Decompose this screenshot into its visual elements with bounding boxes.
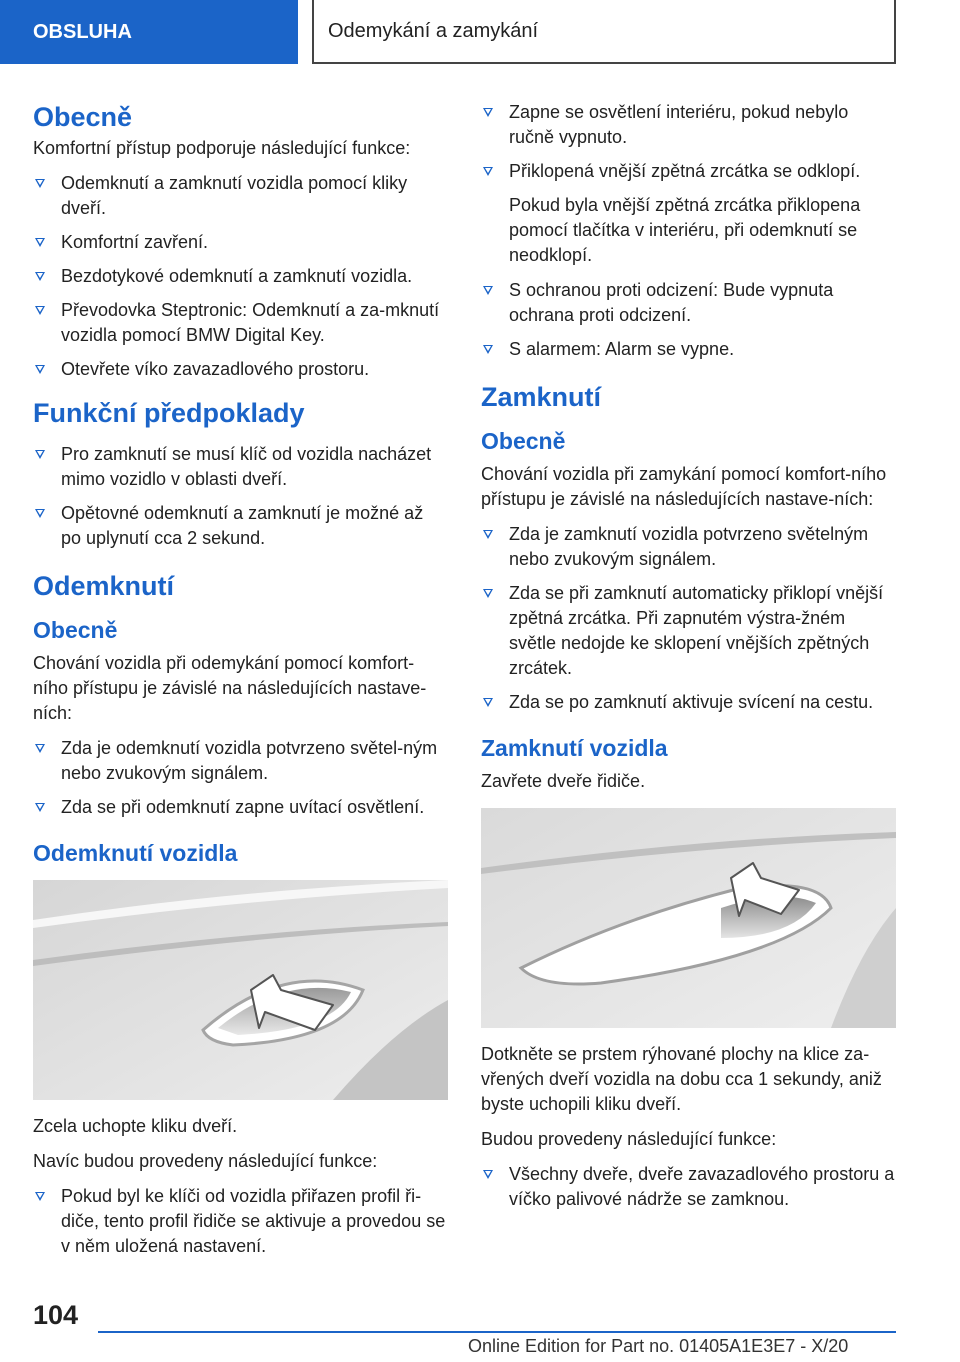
- list-item: Komfortní zavření.: [33, 230, 448, 255]
- list-item: Zda se při odemknutí zapne uvítací osvětlení.: [33, 795, 448, 820]
- bullet-triangle-icon: [483, 698, 493, 707]
- door-handle-touch-image: [481, 808, 896, 1028]
- section-label: OBSLUHA: [33, 20, 132, 43]
- unlock-list: [33, 736, 448, 820]
- list-item: S alarmem: Alarm se vypne.: [481, 337, 896, 362]
- bullet-triangle-icon: [483, 345, 493, 354]
- also-text: Navíc budou provedeny následující funkce:: [33, 1151, 378, 1171]
- bullet-triangle-icon: [35, 803, 45, 812]
- bullet-triangle-icon: [35, 1192, 45, 1201]
- heading-lock: Zamknutí: [481, 382, 602, 412]
- bullet-triangle-icon: [35, 450, 45, 459]
- page-number: 104: [33, 1300, 79, 1330]
- list-item: Pro zamknutí se musí klíč od vozidla nacházet mimo vozidlo v oblasti dveří.: [33, 442, 448, 492]
- list-item: Převodovka Steptronic: Odemknutí a za-mknutí vozidla pomocí BMW Digital Key.: [33, 298, 448, 348]
- bullet-triangle-icon: [483, 1170, 493, 1179]
- list-item: Zda se po zamknutí aktivuje svícení na cestu.: [481, 690, 896, 715]
- lock-list: [481, 522, 896, 715]
- left-column: [33, 100, 448, 1268]
- heading-general: Obecně: [33, 102, 133, 132]
- list-item: Bezdotykové odemknutí a zamknutí vozidla.: [33, 264, 448, 289]
- also-list: [33, 1184, 448, 1259]
- bullet-triangle-icon: [483, 108, 493, 117]
- chapter-title: Odemykání a zamykání: [328, 19, 539, 42]
- bullet-triangle-icon: [35, 238, 45, 247]
- bullet-triangle-icon: [35, 509, 45, 518]
- intro-list: [33, 171, 448, 382]
- bullet-triangle-icon: [483, 530, 493, 539]
- right-column: [481, 100, 896, 1221]
- mirror-note: Pokud byla vnější zpětná zrcátka přiklopena pomocí tlačítka v interiéru, při odemknutí se neodklopí.: [509, 195, 861, 265]
- footer-divider: [98, 1331, 896, 1333]
- intro-text: Komfortní přístup podporuje následující funkce:: [33, 138, 411, 158]
- list-item: Zda je odemknutí vozidla potvrzeno světel-ným nebo zvukovým signálem.: [33, 736, 448, 786]
- continued-list: [481, 100, 896, 184]
- list-item: Opětovné odemknutí a zamknutí je možné až po uplynutí cca 2 sekund.: [33, 501, 448, 551]
- bullet-triangle-icon: [35, 744, 45, 753]
- list-item: Zapne se osvětlení interiéru, pokud nebylo ručně vypnuto.: [481, 100, 896, 150]
- bullet-triangle-icon: [483, 167, 493, 176]
- door-handle-grip-image: [33, 880, 448, 1100]
- bullet-triangle-icon: [483, 589, 493, 598]
- heading-lock-vehicle: Zamknutí vozidla: [481, 735, 668, 761]
- bullet-triangle-icon: [483, 286, 493, 295]
- heading-unlock-general: Obecně: [33, 617, 118, 643]
- close-text: Zavřete dveře řidiče.: [481, 771, 646, 791]
- unlock-text: Chování vozidla při odemykání pomocí komfort-ního přístupu je závislé na následujících nastave-ních:: [33, 653, 427, 723]
- prereq-list: [33, 442, 448, 551]
- heading-prerequisites: Funkční předpoklady: [33, 398, 305, 428]
- lock-text: Chování vozidla při zamykání pomocí komfort-ního přístupu je závislé na následujících nastave-ních:: [481, 464, 887, 509]
- chapter-header: [312, 0, 896, 64]
- list-item: Otevřete víko zavazadlového prostoru.: [33, 357, 448, 382]
- list-item: Zda je zamknutí vozidla potvrzeno světelným nebo zvukovým signálem.: [481, 522, 896, 572]
- touch-text: Dotkněte se prstem rýhované plochy na klice za-vřených dveří vozidla na dobu cca 1 sekundy, aniž byste uchopili kliku dveří.: [481, 1044, 882, 1114]
- grip-text: Zcela uchopte kliku dveří.: [33, 1116, 238, 1136]
- list-item: Pokud byl ke klíči od vozidla přiřazen profil ři-diče, tento profil řidiče se aktivuje a provedou se v něm uložená nastavení.: [33, 1184, 448, 1259]
- list-item: Zda se při zamknutí automaticky přiklopí vnější zpětná zrcátka. Při zapnutém výstra-žném světle nedojde ke sklopení vnějších zpětných zrcátek.: [481, 581, 896, 681]
- list-item: Odemknutí a zamknutí vozidla pomocí kliky dveří.: [33, 171, 448, 221]
- edition-text: Online Edition for Part no. 01405A1E3E7 - X/20: [468, 1336, 849, 1356]
- will-list: [481, 1162, 896, 1212]
- heading-lock-general: Obecně: [481, 428, 566, 454]
- section-tab: [0, 0, 298, 64]
- list-item: S ochranou proti odcizení: Bude vypnuta ochrana proti odcizení.: [481, 278, 896, 328]
- bullet-triangle-icon: [35, 306, 45, 315]
- continued-list-2: [481, 278, 896, 362]
- heading-unlock: Odemknutí: [33, 571, 175, 601]
- list-item: Všechny dveře, dveře zavazadlového prostoru a víčko palivové nádrže se zamknou.: [481, 1162, 896, 1212]
- heading-unlock-vehicle: Odemknutí vozidla: [33, 840, 238, 866]
- bullet-triangle-icon: [35, 272, 45, 281]
- bullet-triangle-icon: [35, 365, 45, 374]
- bullet-triangle-icon: [35, 179, 45, 188]
- list-item: Přiklopená vnější zpětná zrcátka se odklopí.: [481, 159, 896, 184]
- will-text: Budou provedeny následující funkce:: [481, 1129, 777, 1149]
